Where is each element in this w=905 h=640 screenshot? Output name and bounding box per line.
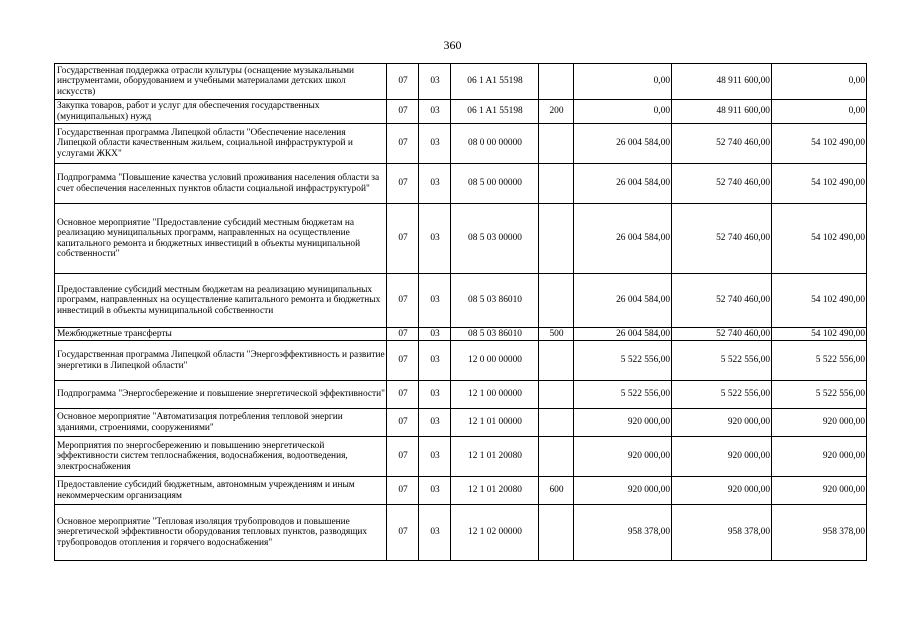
row-name: Основное мероприятие "Предоставление субсидий местным бюджетам на реализацию муниципальных программ, направленных на осуществление капитального ремонта и бюджетных инвестиций в объекты муниципальной собственности": [55, 204, 387, 274]
amount-year-1: 5 522 556,00: [574, 341, 672, 381]
section-code: 07: [387, 437, 419, 477]
amount-year-1: 0,00: [574, 64, 672, 100]
section-code: 07: [387, 124, 419, 164]
amount-year-1: 5 522 556,00: [574, 381, 672, 409]
amount-year-2: 52 740 460,00: [672, 204, 772, 274]
row-name: Закупка товаров, работ и услуг для обеспечения государственных (муниципальных) нужд: [55, 100, 387, 124]
row-name: Государственная программа Липецкой области "Обеспечение населения Липецкой области качественным жильем, социальной инфраструктурой и услугами ЖКХ": [55, 124, 387, 164]
amount-year-1: 26 004 584,00: [574, 328, 672, 341]
subsection-code: 03: [419, 100, 451, 124]
target-article-code: 12 1 01 00000: [451, 409, 539, 437]
row-name: Основное мероприятие "Автоматизация потребления тепловой энергии зданиями, строениями, сооружениями": [55, 409, 387, 437]
row-name: Предоставление субсидий местным бюджетам на реализацию муниципальных программ, направленных на осуществление капитального ремонта и бюджетных инвестиций в объекты муниципальной собственности: [55, 274, 387, 328]
expense-type-code: [539, 341, 574, 381]
amount-year-3: 54 102 490,00: [772, 124, 867, 164]
section-code: 07: [387, 164, 419, 204]
expense-type-code: 200: [539, 100, 574, 124]
expense-type-code: 500: [539, 328, 574, 341]
section-code: 07: [387, 505, 419, 561]
target-article-code: 08 5 03 86010: [451, 274, 539, 328]
expense-type-code: [539, 164, 574, 204]
table-row: [55, 477, 867, 505]
amount-year-2: 52 740 460,00: [672, 164, 772, 204]
target-article-code: 12 1 02 00000: [451, 505, 539, 561]
amount-year-1: 26 004 584,00: [574, 274, 672, 328]
amount-year-3: 54 102 490,00: [772, 164, 867, 204]
table-row: [55, 204, 867, 274]
subsection-code: 03: [419, 341, 451, 381]
amount-year-2: 5 522 556,00: [672, 341, 772, 381]
table-row: [55, 164, 867, 204]
amount-year-1: 0,00: [574, 100, 672, 124]
expense-type-code: [539, 409, 574, 437]
subsection-code: 03: [419, 64, 451, 100]
target-article-code: 12 1 00 00000: [451, 381, 539, 409]
section-code: 07: [387, 204, 419, 274]
section-code: 07: [387, 381, 419, 409]
row-name: Основное мероприятие "Тепловая изоляция трубопроводов и повышение энергетической эффективности оборудования тепловых пунктов, разводящих трубопроводов отопления и горячего водоснабжения": [55, 505, 387, 561]
table-row: [55, 341, 867, 381]
amount-year-2: 5 522 556,00: [672, 381, 772, 409]
row-name: Межбюджетные трансферты: [55, 328, 387, 341]
amount-year-2: 48 911 600,00: [672, 64, 772, 100]
target-article-code: 08 5 03 00000: [451, 204, 539, 274]
subsection-code: 03: [419, 124, 451, 164]
expense-type-code: [539, 381, 574, 409]
subsection-code: 03: [419, 164, 451, 204]
amount-year-3: 0,00: [772, 100, 867, 124]
subsection-code: 03: [419, 437, 451, 477]
target-article-code: 12 1 01 20080: [451, 477, 539, 505]
target-article-code: 06 1 A1 55198: [451, 100, 539, 124]
amount-year-2: 920 000,00: [672, 437, 772, 477]
subsection-code: 03: [419, 381, 451, 409]
amount-year-1: 958 378,00: [574, 505, 672, 561]
subsection-code: 03: [419, 505, 451, 561]
amount-year-2: 920 000,00: [672, 477, 772, 505]
row-name: Подпрограмма "Энергосбережение и повышение энергетической эффективности": [55, 381, 387, 409]
amount-year-1: 26 004 584,00: [574, 204, 672, 274]
amount-year-2: 958 378,00: [672, 505, 772, 561]
subsection-code: 03: [419, 204, 451, 274]
table-row: [55, 437, 867, 477]
section-code: 07: [387, 328, 419, 341]
expense-type-code: [539, 437, 574, 477]
subsection-code: 03: [419, 409, 451, 437]
target-article-code: 12 1 01 20080: [451, 437, 539, 477]
table-row: [55, 505, 867, 561]
amount-year-3: 54 102 490,00: [772, 274, 867, 328]
amount-year-2: 52 740 460,00: [672, 124, 772, 164]
table-row: [55, 274, 867, 328]
expense-type-code: [539, 124, 574, 164]
amount-year-3: 54 102 490,00: [772, 204, 867, 274]
amount-year-1: 920 000,00: [574, 409, 672, 437]
section-code: 07: [387, 64, 419, 100]
table-row: [55, 64, 867, 100]
table-row: [55, 409, 867, 437]
table-row: [55, 124, 867, 164]
target-article-code: 08 0 00 00000: [451, 124, 539, 164]
amount-year-3: 958 378,00: [772, 505, 867, 561]
section-code: 07: [387, 477, 419, 505]
amount-year-3: 920 000,00: [772, 409, 867, 437]
target-article-code: 12 0 00 00000: [451, 341, 539, 381]
amount-year-2: 52 740 460,00: [672, 274, 772, 328]
target-article-code: 08 5 03 86010: [451, 328, 539, 341]
row-name: Предоставление субсидий бюджетным, автономным учреждениям и иным некоммерческим организациям: [55, 477, 387, 505]
page-number: 360: [443, 38, 462, 52]
amount-year-1: 920 000,00: [574, 437, 672, 477]
table-row: [55, 381, 867, 409]
section-code: 07: [387, 341, 419, 381]
expense-type-code: [539, 64, 574, 100]
section-code: 07: [387, 409, 419, 437]
row-name: Мероприятия по энергосбережению и повышению энергетической эффективности систем теплоснабжения, водоснабжения, водоотведения, электроснабжения: [55, 437, 387, 477]
row-name: Государственная поддержка отрасли культуры (оснащение музыкальными инструментами, оборудованием и учебными материалами детских школ искусств): [55, 64, 387, 100]
amount-year-3: 5 522 556,00: [772, 381, 867, 409]
amount-year-2: 48 911 600,00: [672, 100, 772, 124]
section-code: 07: [387, 274, 419, 328]
amount-year-2: 52 740 460,00: [672, 328, 772, 341]
amount-year-3: 0,00: [772, 64, 867, 100]
amount-year-3: 920 000,00: [772, 477, 867, 505]
expense-type-code: 600: [539, 477, 574, 505]
amount-year-1: 26 004 584,00: [574, 164, 672, 204]
expense-type-code: [539, 505, 574, 561]
row-name: Подпрограмма "Повышение качества условий проживания населения области за счет обеспечения населенных пунктов области социальной инфраструктурой": [55, 164, 387, 204]
subsection-code: 03: [419, 477, 451, 505]
expense-type-code: [539, 204, 574, 274]
amount-year-2: 920 000,00: [672, 409, 772, 437]
amount-year-1: 920 000,00: [574, 477, 672, 505]
target-article-code: 08 5 00 00000: [451, 164, 539, 204]
row-name: Государственная программа Липецкой области "Энергоэффективность и развитие энергетики в Липецкой области": [55, 341, 387, 381]
amount-year-3: 920 000,00: [772, 437, 867, 477]
budget-table: [54, 63, 867, 561]
subsection-code: 03: [419, 274, 451, 328]
table-row: [55, 100, 867, 124]
amount-year-3: 54 102 490,00: [772, 328, 867, 341]
table-row: [55, 328, 867, 341]
target-article-code: 06 1 A1 55198: [451, 64, 539, 100]
amount-year-3: 5 522 556,00: [772, 341, 867, 381]
amount-year-1: 26 004 584,00: [574, 124, 672, 164]
subsection-code: 03: [419, 328, 451, 341]
section-code: 07: [387, 100, 419, 124]
expense-type-code: [539, 274, 574, 328]
